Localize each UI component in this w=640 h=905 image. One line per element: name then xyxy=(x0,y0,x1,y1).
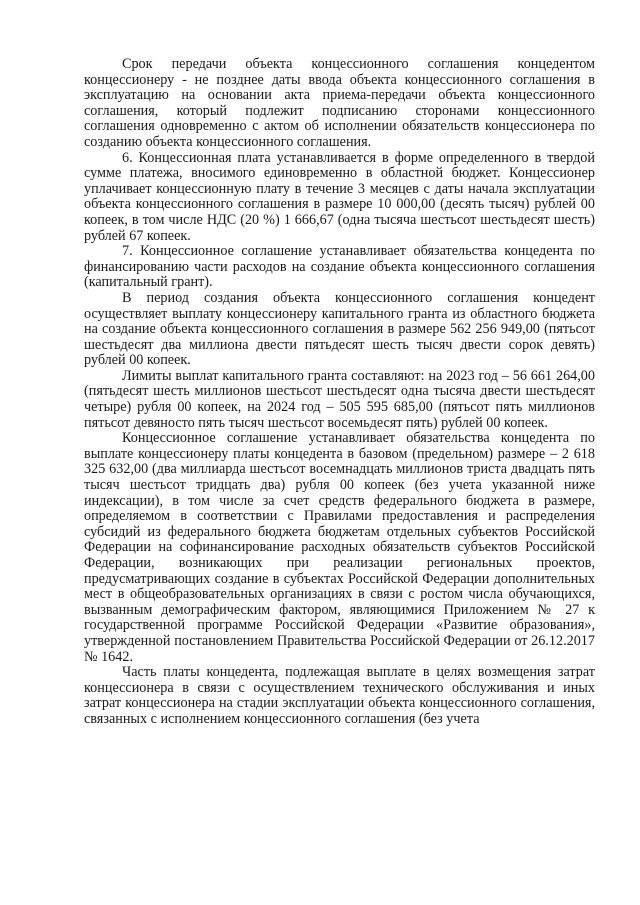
paragraph-grant-payment: В период создания объекта концессионного соглашения концедент осуществляет выплату концессионеру капитального гранта из областного бюджета на создание объекта концессионного соглашения в размере 562 256 949,00 (пятьсот шестьдесят два миллиона двести пятьдесят шесть тысяч двести сорок девять) рублей 00 копеек. xyxy=(84,289,595,369)
paragraph-grantor-payment: Концессионное соглашение устанавливает обязательства концедента по выплате концессионеру платы концедента в базовом (предельном) размере – 2 618 325 632,00 (два миллиарда шестьсот восемнадцать миллионов триста двадцать пять тысяч шестьсот тридцать два) рубля 00 копеек (без учета указанной ниже индексации), в том числе за счет средств федерального бюджета в размере, определяемом в соответствии с Правилами предоставления и распределения субсидий из федерального бюджета бюджетам отдельных субъектов Российской Федерации на софинансирование расходных обязательств субъектов Российской Федерации, возникающих при реализации региональных проектов, предусматривающих создание в субъектах Российской Федерации дополнительных мест в общеобразовательных организациях в связи с ростом числа обучающихся, вызванным демографическим фактором, являющимися Приложением № 27 к государственной программе Российской Федерации «Развитие образования», утвержденной постановлением Правительства Российской Федерации от 26.12.2017 № 1642. xyxy=(84,430,595,665)
paragraph-concession-fee: 6. Концессионная плата устанавливается в форме определенного в твердой сумме платежа, вносимого единовременно в областной бюджет. Концессионер уплачивает концессионную плату в течение 3 месяцев с даты начала эксплуатации объекта концессионного соглашения в размере 10 000,00 (десять тысяч) рублей 00 копеек, в том числе НДС (20 %) 1 666,67 (одна тысяча шестьсот шестьдесят шесть) рублей 67 копеек. xyxy=(84,149,595,244)
document-page xyxy=(84,57,595,728)
paragraph-transfer-term: Срок передачи объекта концессионного соглашения концедентом концессионеру - не позднее даты ввода объекта концессионного соглашения в эксплуатацию на основании акта приема-передачи объекта концессионного соглашения, который подлежит подписанию сторонами концессионного соглашения одновременно с актом об исполнении обязательств концессионера по созданию объекта концессионного соглашения. xyxy=(84,56,595,150)
paragraph-payment-part: Часть платы концедента, подлежащая выплате в целях возмещения затрат концессионера в связи с осуществлением технического обслуживания и иных затрат концессионера на стадии эксплуатации объекта концессионного соглашения, связанных с исполнением концессионного соглашения (без учета xyxy=(84,664,595,727)
paragraph-grant-limits: Лимиты выплат капитального гранта составляют: на 2023 год – 56 661 264,00 (пятьдесят шесть миллионов шестьсот шестьдесят одна тысяча двести шестьдесят четыре) рубля 00 копеек, на 2024 год – 505 595 685,00 (пятьсот пять миллионов пятьсот девяносто пять тысяч шестьсот восемьдесят пять) рублей 00 копеек. xyxy=(84,367,595,431)
paragraph-capital-grant: 7. Концессионное соглашение устанавливает обязательства концедента по финансированию части расходов на создание объекта концессионного соглашения (капитальный грант). xyxy=(84,243,595,291)
